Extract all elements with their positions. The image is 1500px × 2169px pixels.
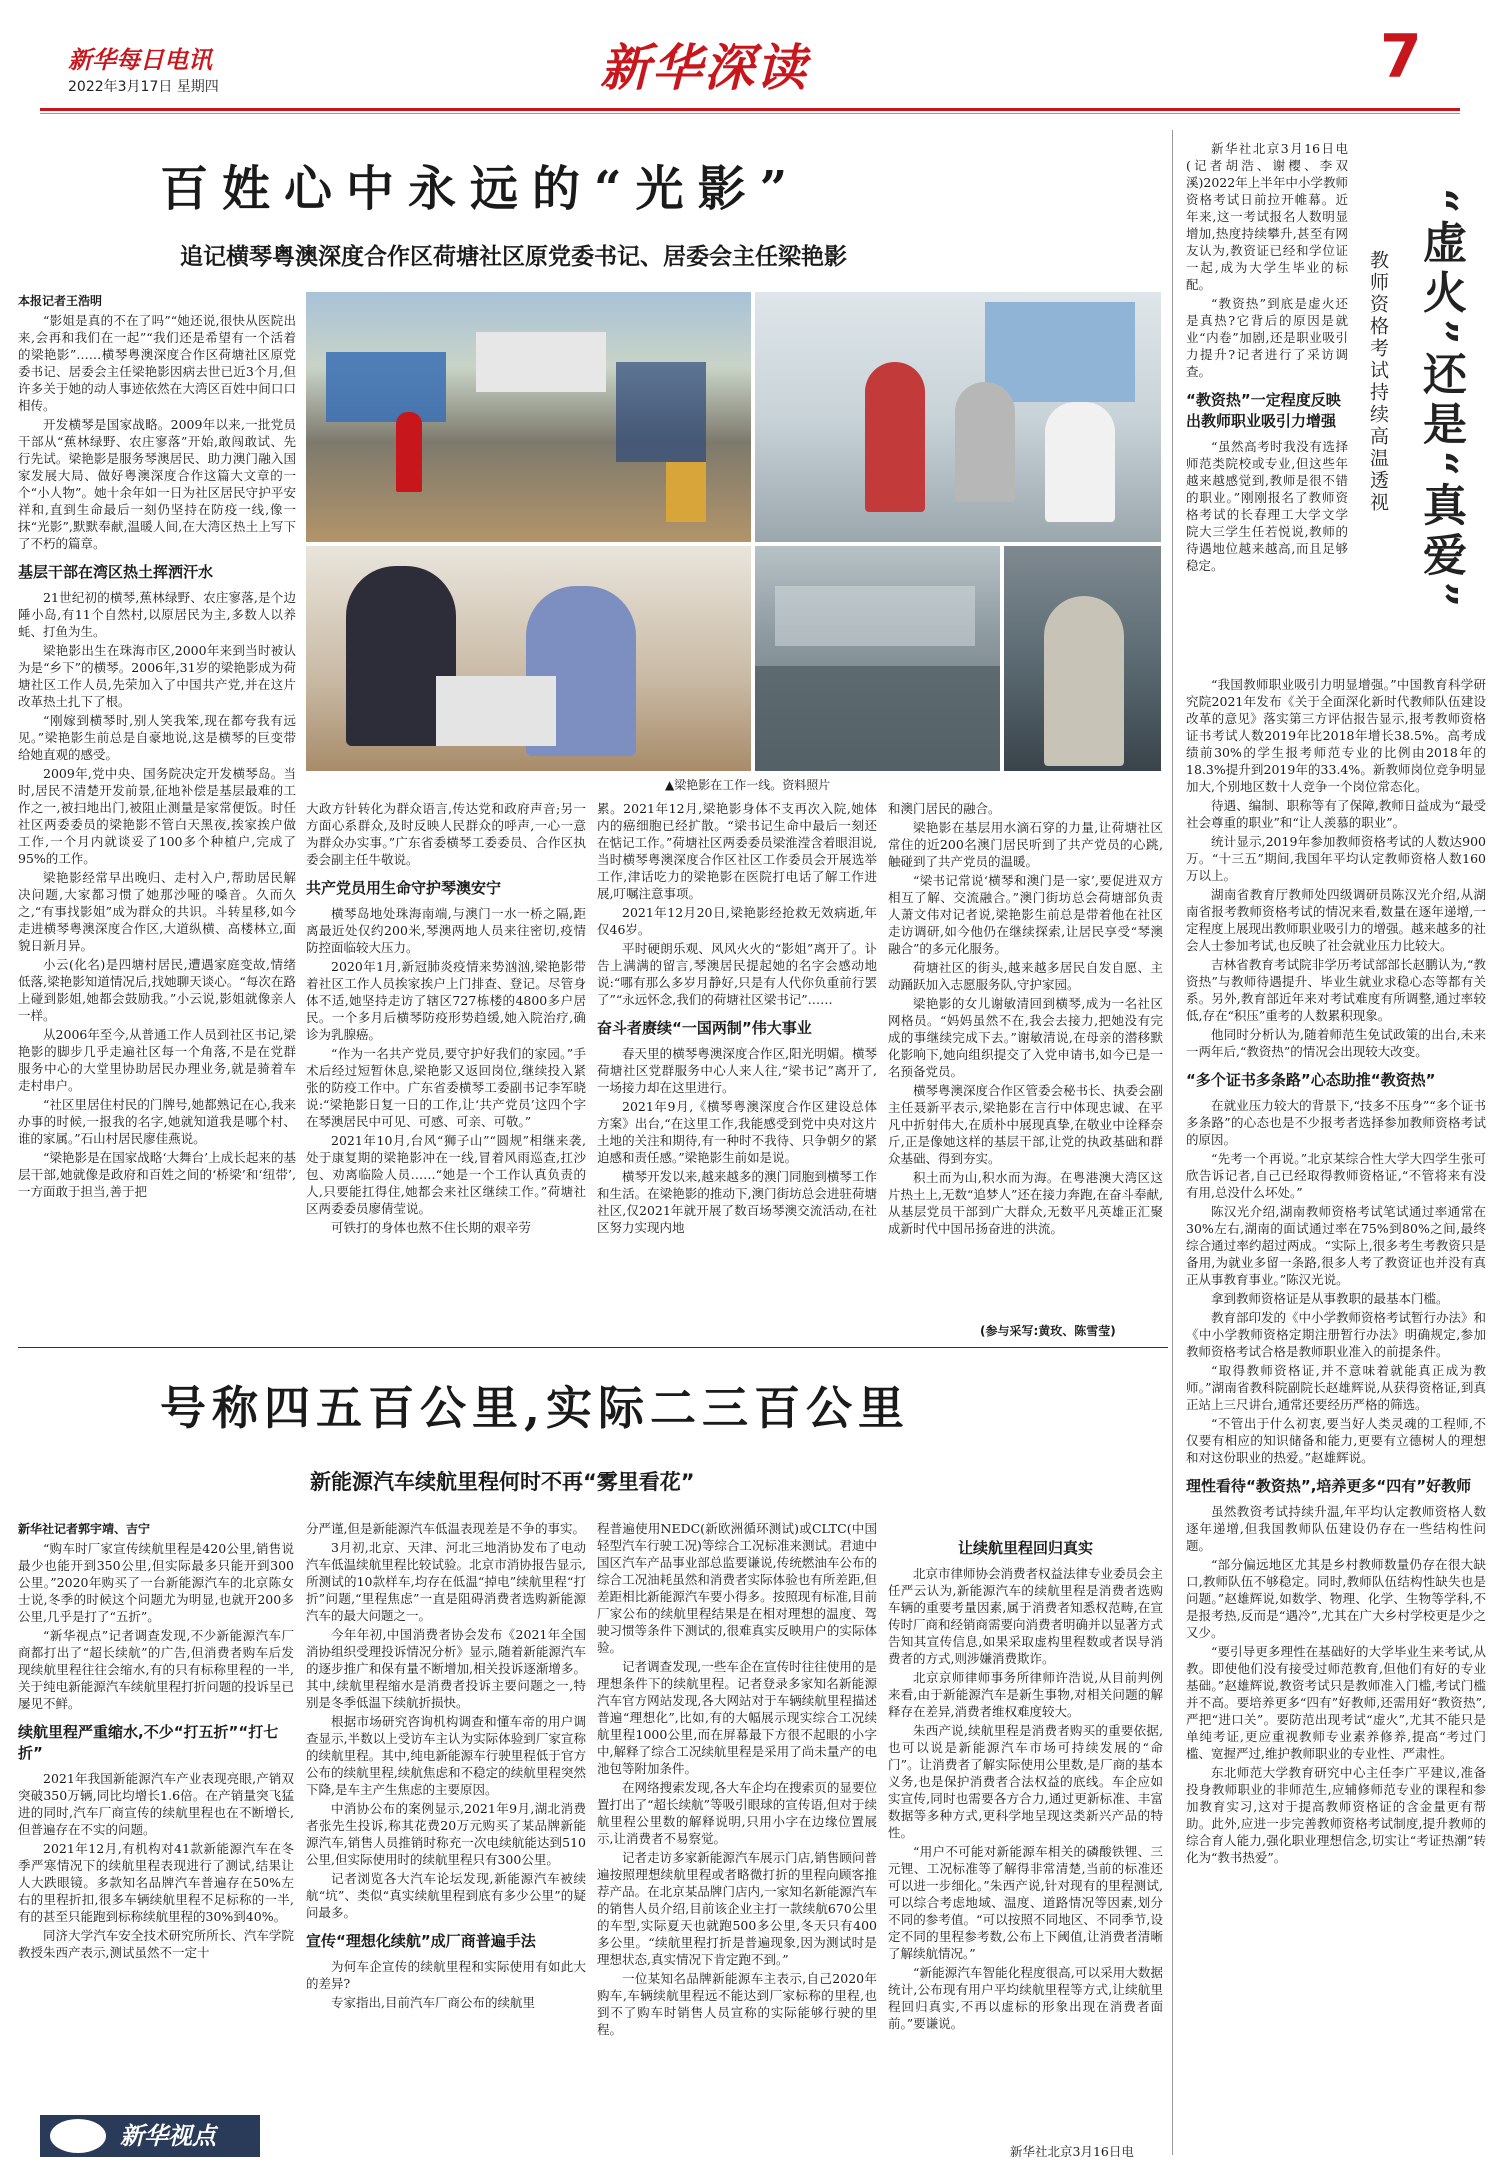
- story2-paragraph: 湖南省教育厅教师处四级调研员陈汉光介绍,从湖南省报考教师资格考试的情况来看,数量在逐年递增,一定程度上展现出教师职业吸引力的增强。越来越多的社会人士参加考试,也反映了社会就业压力比较大。: [1186, 887, 1486, 953]
- story2-paragraph: “要引导更多理性在基础好的大学毕业生来考试,从教。即使他们没有接受过师范教育,但他们有好的专业基础。”赵雄辉说,教资考试只是教师准入门槛,考试门槛并不高。要培养更多“四有”好教师,还需用好“教资热”,严把“进口关”。要防范出现考试“虚火”,尤其不能只是单纯考证,更应重视教师专业素养修养,提高“考过门槛、宽握严过,维护教师职业的专业性、严肃性。: [1186, 1644, 1486, 1761]
- story1-paragraph: 2021年9月,《横琴粤澳深度合作区建设总体方案》出台,“在这里工作,我能感受到党中央对这片土地的关注和期待,有一种时不我待、只争朝夕的紧迫感和责任感。”梁艳影生前如是说。: [597, 1099, 877, 1165]
- photo-home-visit: [755, 292, 1161, 542]
- story3-paragraph: 在网络搜索发现,各大车企均在搜索页的显要位置打出了“超长续航”等吸引眼球的宣传语,但对于续航里程公里数的解释说明,只用小字在边缘位置展示,让消费者不易察觉。: [597, 1780, 877, 1846]
- story3-paragraph: 记者走访多家新能源汽车展示门店,销售顾问普遍按照理想续航里程或者略微打折的里程向顾客推荐产品。在北京某品牌门店内,一家知名新能源汽车的销售人员介绍,目前该企业主打一款续航670公里的车型,实际夏天也就跑500多公里,冬天只有400多公里。“续航里程打折是普遍现象,因为测试时是理想状态,真实情况下肯定跑不到。”: [597, 1850, 877, 1967]
- story1-paragraph: 2021年12月20日,梁艳影经抢救无效病逝,年仅46岁。: [597, 905, 877, 937]
- story1-paragraph: “影姐是真的不在了吗”“她还说,很快从医院出来,会再和我们在一起”“我们还是希望有一个活着的梁艳影”……横琴粤澳深度合作区荷塘社区原党委书记、居委会主任梁艳影因病去世已近3个月,但许多关于她的动人事迹依然在大湾区百姓中间口口相传。: [18, 313, 296, 413]
- story2-title: “虚火”还是“真爱”: [1415, 188, 1466, 614]
- story2-paragraph: “虽然高考时我没有选择师范类院校或专业,但这些年越来越感觉到,教师是很不错的职业。”刚刚报名了教师资格考试的长春理工大学文学院大三学生任若悦说,教师的待遇地位越来越高,而且足够稳定。: [1186, 439, 1348, 573]
- story1-divider: [18, 1347, 1168, 1348]
- story1-paragraph: 2009年,党中央、国务院决定开发横琴岛。当时,居民不清楚开发前景,征地补偿是基层最难的工作之一,被扫地出门,被阻止测量是家常便饭。时任社区两委委员的梁艳影不管白天黑夜,挨家挨户做工作,一个月内就谈妥了100多个种植户,完成了95%的工作。: [18, 766, 296, 866]
- xinhua-viewpoint-logo: [40, 2115, 260, 2157]
- story2-paragraph: 陈汉光介绍,湖南教师资格考试笔试通过率通常在30%左右,湖南的面试通过率在75%到80%之间,最终综合通过率约超过两成。“实际上,很多考生考教资只是备用,为就业多留一条路,很多人考了教资证也并没有真正从事教育事业。”陈汉光说。: [1186, 1204, 1486, 1287]
- story2-paragraph: “教资热”到底是虚火还是真热?它背后的原因是就业“内卷”加剧,还是职业吸引力提升?记者进行了采访调查。: [1186, 296, 1348, 379]
- story1-paragraph: 和澳门居民的融合。: [888, 801, 1001, 816]
- story1-paragraph: 2020年1月,新冠肺炎疫情来势汹汹,梁艳影带着社区工作人员挨家挨户上门排查、登记。尽管身体不适,她坚持走访了辖区727栋楼的4800多户居民。一个多月后横琴防疫形势趋缓,她入院治疗,确诊为乳腺癌。: [306, 959, 586, 1042]
- story1-paragraph: 可铁打的身体也熬不住长期的艰辛劳: [331, 1220, 532, 1235]
- story3-paragraph: 一位某知名品牌新能源车主表示,自己2020年购车,车辆续航里程远不能达到厂家标称的里程,也到不了购车时销售人员宣称的实际能够行驶的里程。: [597, 1971, 877, 2037]
- story2-paragraph: 拿到教师资格证是从事教职的最基本门槛。: [1211, 1291, 1449, 1306]
- story1-paragraph: 从2006年至今,从普通工作人员到社区书记,梁艳影的脚步几乎走遍社区每一个角落,不是在党群服务中心的大堂里协助居民办理业务,就是骑着车走村串户。: [18, 1027, 296, 1093]
- story2-paragraph: “部分偏远地区尤其是乡村教师数量仍存在很大缺口,教师队伍不够稳定。同时,教师队伍结构性缺失也是问题。”赵雄辉说,如数学、物理、化学、生物等学科,不是报考热,反而是“遇冷”,尤其在广大乡村学校更是少之又少。: [1186, 1557, 1486, 1640]
- issue-date: 2022年3月17日 星期四: [68, 79, 219, 95]
- story3-paragraph: 专家指出,目前汽车厂商公布的续航里: [331, 1995, 535, 2010]
- story1-credit: (参与采写:黄玫、陈雪莹): [980, 1324, 1116, 1338]
- story1-byline: 本报记者王浩明: [18, 294, 103, 308]
- logo-emblem-icon: [50, 2119, 106, 2153]
- story1-paragraph: 累。2021年12月,梁艳影身体不支再次入院,她体内的癌细胞已经扩散。“梁书记生命中最后一刻还在惦记工作。”荷塘社区两委委员梁淮滢含着眼泪说,当时横琴粤澳深度合作区社区工作委员会开展选举工作,津话吃力的梁艳影在医院打电话了解工作进展,叮嘱注意事项。: [597, 801, 877, 901]
- story1-paragraph: 荷塘社区的街头,越来越多居民自发自愿、主动踊跃加入志愿服务队,守护家园。: [888, 960, 1163, 992]
- story3-paragraph: 同济大学汽车安全技术研究所所长、汽车学院教授朱西产表示,测试虽然不一定十: [18, 1928, 294, 1960]
- story3-paragraph: 分严谨,但是新能源汽车低温表现差是不争的事实。: [306, 1521, 585, 1536]
- story1-paragraph: 21世纪初的横琴,蕉林绿野、农庄寥落,是个边陲小岛,有11个自然村,以原居民为主,多数人以养蚝、打鱼为生。: [18, 590, 296, 639]
- story1-subheading-3: 奋斗者赓续“一国两制”伟大事业: [597, 1019, 812, 1037]
- story1-column-4: [888, 800, 1163, 1318]
- story2-paragraph: “取得教师资格证,并不意味着就能真正成为教师。”湖南省教科院副院长赵雄辉说,从获得资格证,到真正站上三尺讲台,通常还要经历严格的筛选。: [1186, 1363, 1486, 1412]
- story1-headline: 百姓心中永远的“光影”: [160, 161, 802, 217]
- story2-paragraph: 虽然教资考试持续升温,年平均认定教师资格人数逐年递增,但我国教师队伍建设仍存在一些结构性问题。: [1186, 1504, 1486, 1553]
- story2-subheading-2: “多个证书多条路”心态助推“教资热”: [1186, 1071, 1436, 1089]
- story1-subheading-1: 基层干部在湾区热土挥洒汗水: [18, 563, 214, 581]
- photo-delivery: [306, 546, 751, 771]
- story2-paragraph: 在就业压力较大的背景下,“技多不压身”“多个证书多条路”的心态也是不少报考者选择参加教师资格考试的原因。: [1186, 1098, 1486, 1147]
- story1-paragraph: 春天里的横琴粤澳深度合作区,阳光明媚。横琴荷塘社区党群服务中心人来人往,“梁书记”离开了,一场接力却在这里进行。: [597, 1046, 877, 1095]
- story3-headline: 号称四五百公里,实际二三百公里: [160, 1381, 911, 1435]
- story3-paragraph: 中消协公布的案例显示,2021年9月,湖北消费者张先生投诉,称其花费20万元购买了某品牌新能源汽车,销售人员推销时称充一次电续航能达到510公里,但实际使用时的续航里程只有300公里。: [306, 1801, 586, 1867]
- story3-paragraph: “新华视点”记者调查发现,不少新能源汽车厂商都打出了“超长续航”的广告,但消费者购车后发现续航里程往往会缩水,有的只有标称里程的一半,关于纯电新能源汽车续航里程打折问题的投诉呈已屡见不鲜。: [18, 1628, 294, 1711]
- story2-subtitle: 教师资格考试持续高温透视: [1367, 250, 1389, 514]
- story1-paragraph: 2021年10月,台风“狮子山”“圆规”相继来袭,处于康复期的梁艳影冲在一线,冒着风雨巡查,扛沙包、劝离临险人员……“她是一个工作认真负责的人,只要能扛得住,她都会来社区继续工作。”荷塘社区两委委员廖倩莹说。: [306, 1133, 586, 1216]
- story3-paragraph: “购车时厂家宣传续航里程是420公里,销售说最少也能开到350公里,但实际最多只能开到300公里。”2020年购买了一台新能源汽车的北京陈女士说,冬季的时候这个问题尤为明显,也就开200多公里,几乎是打了“五折”。: [18, 1541, 294, 1624]
- story1-paragraph: “梁艳影是在国家战略‘大舞台’上成长起来的基层干部,她就像是政府和百姓之间的‘桥梁’和‘纽带’,一方面敢于担当,善于把: [18, 1150, 296, 1199]
- story3-paragraph: 记者浏览各大汽车论坛发现,新能源汽车被续航“坑”、类似“真实续航里程到底有多少公里”的疑问最多。: [306, 1871, 586, 1920]
- story3-paragraph: 为何车企宣传的续航里程和实际使用有如此大的差异?: [306, 1959, 586, 1991]
- story2-paragraph: 统计显示,2019年参加教师资格考试的人数达900万。“十三五”期间,我国年平均认定教师资格人数160万以上。: [1186, 834, 1486, 883]
- story3-paragraph: “用户不可能对新能源车相关的磷酸铁锂、三元锂、工况标准等了解得非常清楚,当前的标准还可以进一步细化。”朱西产说,针对现有的里程测试,可以综合考虑地域、温度、道路情况等因素,划分不同的参考值。“可以按照不同地区、不同季节,设定不同的里程参考数,公布上下阈值,让消费者清晰了解续航情况。”: [888, 1844, 1163, 1961]
- story1-subheading-2: 共产党员用生命守护琴澳安宁: [306, 879, 502, 897]
- story2-paragraph: “不管出于什么初衷,要当好人类灵魂的工程师,不仅要有相应的知识储备和能力,更要有立德树人的理想和对这份职业的热爱。”赵雄辉说。: [1186, 1416, 1486, 1465]
- story3-paragraph: 2021年12月,有机构对41款新能源汽车在冬季严寒情况下的续航里程表现进行了测试,结果让人大跌眼镜。多款知名品牌汽车普遍存在50%左右的里程折扣,很多车辆续航里程不足标称的一半,有的甚至只能跑到标称续航里程的30%到40%。: [18, 1841, 294, 1924]
- story1-paragraph: “梁书记常说‘横琴和澳门是一家’,要促进双方相互了解、交流融合。”澳门街坊总会荷塘部负责人萧文伟对记者说,梁艳影生前总是带着他在社区走访调研,如今他仍在继续探索,让居民享受“琴澳融合”的多元化服务。: [888, 873, 1163, 956]
- story2-paragraph: 东北师范大学教育研究中心主任李广平建议,准备投身教师职业的非师范生,应辅修师范专业的课程和参加教育实习,这对于提高教师资格证的含金量更有帮助。此外,应进一步完善教师资格考试制度,提升教师的综合育人能力,强化职业理想信念,切实让“考证热潮”转化为“教书热爱”。: [1186, 1765, 1486, 1865]
- story2-paragraph: 教育部印发的《中小学教师资格考试暂行办法》和《中小学教师资格定期注册暂行办法》明确规定,参加教师资格考试合格是教师职业准入的前提条件。: [1186, 1310, 1486, 1359]
- story2-paragraph: 吉林省教育考试院非学历考试部部长赵鹏认为,“教资热”与教师待遇提升、毕业生就业求稳心态等都有关系。另外,教育部近年来对考试难度有所调整,通过率较低,存在“积压”重考的人数累积现象。: [1186, 957, 1486, 1023]
- story2-paragraph: 待遇、编制、职称等有了保障,教师日益成为“最受社会尊重的职业”和“让人羡慕的职业”。: [1186, 798, 1486, 830]
- story3-paragraph: 2021年我国新能源汽车产业表现亮眼,产销双突破350万辆,同比均增长1.6倍。在产销量突飞猛进的同时,汽车厂商宣传的续航里程也在不断增长,但普遍存在不实的问题。: [18, 1771, 294, 1837]
- story1-paragraph: 小云(化名)是四塘村居民,遭遇家庭变故,情绪低落,梁艳影知道情况后,找她聊天谈心。“每次在路上碰到影姐,她都会鼓励我。”小云说,影姐就像亲人一样。: [18, 957, 296, 1023]
- story1-paragraph: “作为一名共产党员,要守护好我们的家园。”手术后经过短暂休息,梁艳影又返回岗位,继续投入紧张的防疫工作中。广东省委横琴工委副书记李军晓说:“梁艳影日复一日的工作,让‘共产党员’这四个字在琴澳居民中可见、可感、可亲、可敬。”: [306, 1046, 586, 1129]
- story1-paragraph: 梁艳影的女儿谢敏清回到横琴,成为一名社区网格员。“妈妈虽然不在,我会去接力,把她没有完成的事继续完成下去。”谢敏清说,在母亲的潜移默化影响下,她向组织提交了入党申请书,如今已是一名预备党员。: [888, 996, 1163, 1079]
- header-rule: [40, 108, 1460, 111]
- story1-column-1: [18, 312, 296, 1340]
- story1-paragraph: 横琴岛地处珠海南端,与澳门一水一桥之隔,距离最近处仅约200米,琴澳两地人员来往密切,疫情防控面临较大压力。: [306, 906, 586, 955]
- story3-column-4: [888, 1538, 1163, 2138]
- story2-lead-column: [1186, 140, 1348, 695]
- story1-photo-caption: ▲梁艳影在工作一线。资料照片: [665, 778, 831, 792]
- story3-paragraph: 根据市场研究咨询机构调查和懂车帝的用户调查显示,半数以上受访车主认为实际体验到厂家宣称的续航里程。其中,纯电新能源车行驶里程低于官方公布的续航里程,续航焦虑和不稳定的续航里程突然下降,是车主产生焦虑的主要原因。: [306, 1714, 586, 1797]
- story2-main-column: [1186, 676, 1486, 2156]
- story1-paragraph: 横琴粤澳深度合作区管委会秘书长、执委会副主任聂新平表示,梁艳影在言行中体现忠诚、在平凡中折射伟大,在质朴中展现真挚,在敬业中诠释奈斤,正是像她这样的基层干部,让党的执政基础和群众基础、得到夯实。: [888, 1083, 1163, 1166]
- story1-paragraph: 梁艳影经常早出晚归、走村入户,帮助居民解决问题,大家都习惯了她那沙哑的嗓音。久而久之,“有事找影姐”成为群众的共识。斗转星移,如今走进横琴粤澳深度合作区,大道纵横、高楼林立,面貌日新月异。: [18, 870, 296, 953]
- story3-paragraph: 程普遍使用NEDC(新欧洲循环测试)或CLTC(中国轻型汽车行驶工况)等综合工况标准来测试。君迪中国区汽车产品事业部总监要谦说,传统燃油车公布的综合工况油耗虽然和消费者实际体验也有所差距,但差距相比新能源汽车要小得多。按照现有标准,目前厂家公布的续航里程结果是在相对理想的温度、驾驶习惯等条件下测试的,很难真实反映用户的实际体验。: [597, 1521, 877, 1655]
- story3-paragraph: 朱西产说,续航里程是消费者购买的重要依据,也可以说是新能源汽车市场可持续发展的“命门”。让消费者了解实际使用公里数,是厂商的基本义务,也是保护消费者合法权益的底线。车企应如实宣传,同时也需要各方合力,通过更新标准、丰富数据等多种方式,更科学地呈现这类新兴产品的特性。: [888, 1723, 1163, 1840]
- story2-subheading-1: “教资热”一定程度反映出教师职业吸引力增强: [1186, 391, 1341, 430]
- photo-typhoon-patrol: [755, 546, 1000, 771]
- header-rule-thin: [40, 113, 1460, 114]
- story2-paragraph: “我国教师职业吸引力明显增强。”中国教育科学研究院2021年发布《关于全面深化新时代教师队伍建设改革的意见》落实第三方评估报告显示,报考教师资格证书考试人数2019年比2018年增长38.5%。高考成绩前30%的学生报考师范专业的比例由2018年的18.3%提升到2019年的33.4%。新教师岗位竞争明显加大,个别地区数十人竞争一个岗位常态化。: [1186, 677, 1486, 794]
- story3-byline: 新华社记者郭宇靖、吉宁: [18, 1522, 151, 1536]
- story1-subheadline: 追记横琴粤澳深度合作区荷塘社区原党委书记、居委会主任梁艳影: [180, 244, 847, 270]
- story1-paragraph: 横琴开发以来,越来越多的澳门同胞到横琴工作和生活。在梁艳影的推动下,澳门街坊总会进驻荷塘社区,仅2021年就开展了数百场琴澳交流活动,在社区努力实现内地: [597, 1169, 877, 1235]
- paper-name: 新华每日电讯: [68, 45, 212, 74]
- photo-street-screening: [306, 292, 751, 542]
- story3-subheadline: 新能源汽车续航里程何时不再“雾里看花”: [310, 1470, 695, 1494]
- story3-subheading-1: 续航里程严重缩水,不少“打五折”“打七折”: [18, 1723, 279, 1762]
- story3-paragraph: 记者调查发现,一些车企在宣传时往往使用的是理想条件下的续航里程。记者登录多家知名新能源汽车官方网站发现,各大网站对于车辆续航里程描述普遍“理想化”,比如,有的大幅展示现实综合工况续航里程1000公里,而在屏幕最下方很不起眼的小字中,解释了综合工况续航里程是采用了尚未量产的电池包等附加条件。: [597, 1659, 877, 1776]
- story3-paragraph: “新能源汽车智能化程度很高,可以采用大数据统计,公布现有用户平均续航里程等方式,让续航里程回归真实,不再以虚标的形象出现在消费者面前。”要谦说。: [888, 1965, 1163, 2031]
- story1-paragraph: 开发横琴是国家战略。2009年以来,一批党员干部从“蕉林绿野、农庄寥落”开始,敢闯敢试、先行先试。梁艳影是服务琴澳居民、助力澳门融入国家发展大局、做好粤澳深度合作这篇大文章的一个“小人物”。她十余年如一日为社区居民守护平安祥和,直到生命最后一刻仍坚持在防疫一线,像一抹“光影”,默默奉献,温暖人间,在大湾区热土上写下了不朽的篇章。: [18, 417, 296, 551]
- story3-dateline: 新华社北京3月16日电: [1010, 2144, 1134, 2159]
- story2-paragraph: 新华社北京3月16日电(记者胡浩、谢樱、李双溪)2022年上半年中小学教师资格考试日前拉开帷幕。近年来,这一考试报名人数明显增加,热度持续攀升,甚至有网友认为,教资证已经和学位证一起,成为大学生毕业的标配。: [1186, 141, 1348, 292]
- story1-column-2: [306, 800, 586, 1340]
- story1-paragraph: “刚嫁到横琴时,别人笑我笨,现在都夸我有远见。”梁艳影生前总是自豪地说,这是横琴的巨变带给她直观的感受。: [18, 713, 296, 762]
- story3-subheading-3: 让续航里程回归真实: [957, 1539, 1093, 1557]
- logo-text: 新华视点: [120, 2122, 216, 2150]
- story3-column-1: [18, 1540, 294, 2110]
- story3-column-2: [306, 1520, 586, 2160]
- column-divider: [1172, 130, 1173, 2155]
- story3-subheading-2: 宣传“理想化续航”成厂商普遍手法: [306, 1932, 536, 1950]
- story1-paragraph: 积土而为山,积水而为海。在粤港澳大湾区这片热土上,无数“追梦人”还在接力奔跑,在奋斗奉献,从基层党员干部到广大群众,无数平凡英雄正汇聚成新时代中国吊扬奋进的洪流。: [888, 1170, 1163, 1236]
- story3-column-3: [597, 1520, 877, 2160]
- story2-subheading-3: 理性看待“教资热”,培养更多“四有”好教师: [1186, 1477, 1472, 1495]
- photo-phone-call: [1004, 546, 1161, 771]
- story1-paragraph: “社区里居住村民的门牌号,她都熟记在心,我来办事的时候,一报我的名字,她就知道我是哪个村、谁的家属。”石山村居民廖佳燕说。: [18, 1097, 296, 1146]
- page-number: 7: [1380, 22, 1422, 92]
- story3-paragraph: 3月初,北京、天津、河北三地消协发布了电动汽车低温续航里程比较试验。北京市消协报告显示,所测试的10款样车,均存在低温“掉电”续航里程“打折”问题,“里程焦虑”一直是阻碍消费者选购新能源汽车的最大问题之一。: [306, 1540, 586, 1623]
- story3-paragraph: 北京市律师协会消费者权益法律专业委员会主任严云认为,新能源汽车的续航里程是消费者选购车辆的重要考量因素,属于消费者知悉权范畴,在宣传时厂商和经销商需要向消费者明确并以显著方式告知其宣传信息,如果采取虚构里程数或者误导消费者的方式,则涉嫌消费欺诈。: [888, 1566, 1163, 1666]
- story2-paragraph: 他同时分析认为,随着师范生免试政策的出台,未来一两年后,“教资热”的情况会出现较大改变。: [1186, 1027, 1486, 1059]
- story1-column-3: [597, 800, 877, 1340]
- story1-paragraph: 平时硬朗乐观、风风火火的“影姐”离开了。讣告上满满的留言,琴澳居民提起她的名字会感动地说:“哪有那么多岁月静好,只是有人代你负重前行罢了”“永远怀念,我们的荷塘社区梁书记”……: [597, 941, 877, 1007]
- story3-paragraph: 北京京师律师事务所律师许浩说,从目前判例来看,由于新能源汽车是新生事物,对相关问题的解释存在差异,消费者维权难度较大。: [888, 1670, 1163, 1719]
- story3-paragraph: 今年年初,中国消费者协会发布《2021年全国消协组织受理投诉情况分析》显示,随着新能源汽车的逐步推广和保有量不断增加,相关投诉逐渐增多。其中,续航里程缩水是消费者投诉主要问题之一,特别是冬季低温下续航折损快。: [306, 1627, 586, 1710]
- story1-paragraph: 梁艳影出生在珠海市区,2000年来到当时被认为是“乡下”的横琴。2006年,31岁的梁艳影成为荷塘社区工作人员,先荣加入了中国共产党,并在这片改革热土扎下了根。: [18, 643, 296, 709]
- story1-paragraph: 大政方针转化为群众语言,传达党和政府声音;另一方面心系群众,及时反映人民群众的呼声,一心一意为群众办实事。”广东省委横琴工委委员、合作区执委会副主任牛敬说。: [306, 801, 586, 867]
- story2-paragraph: “先考一个再说。”北京某综合性大学大四学生张可欣告诉记者,自己已经取得教师资格证,“不管将来有没有用,总没什么坏处。”: [1186, 1151, 1486, 1200]
- story1-paragraph: 梁艳影在基层用水滴石穿的力量,让荷塘社区常住的近200名澳门居民听到了共产党员的心跳,触碰到了共产党员的温暖。: [888, 820, 1163, 869]
- section-title: 新华深读: [600, 38, 808, 97]
